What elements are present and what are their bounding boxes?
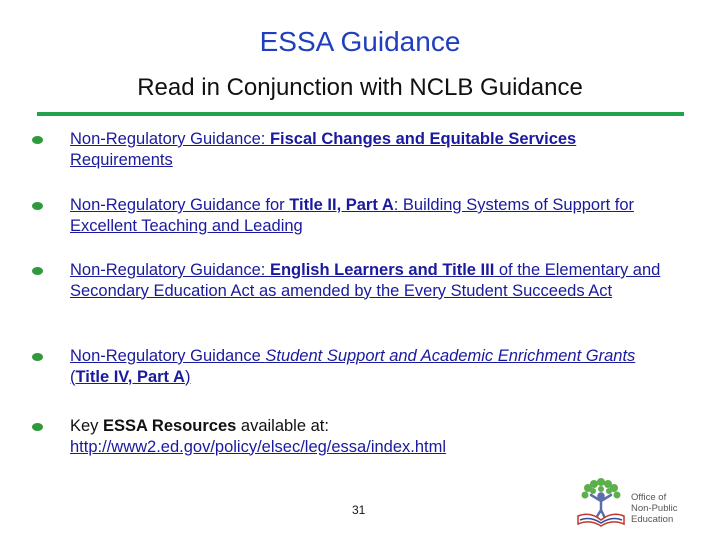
- list-item: [32, 195, 672, 236]
- link-text: Non-Regulatory Guidance:: [70, 130, 270, 148]
- logo-line: Office of: [631, 492, 667, 503]
- divider: [37, 112, 684, 116]
- item-text: available at:: [236, 417, 329, 435]
- slide-title: ESSA Guidance: [259, 26, 461, 57]
- page-number: 31: [352, 503, 366, 517]
- link-text: Requirements: [70, 150, 173, 169]
- link-text-italic: Student Support and Academic Enrichment Grants: [265, 347, 636, 365]
- link-text-bold: Title IV, Part A: [75, 367, 185, 386]
- link-text: Non-Regulatory Guidance for: [70, 196, 290, 214]
- logo-line: Non-Public: [631, 503, 678, 514]
- bullet-icon: [32, 353, 43, 361]
- bullet-icon: [32, 202, 43, 210]
- link-text: Non-Regulatory Guidance:: [70, 261, 270, 279]
- essa-resources-url-link[interactable]: http://www2.ed.gov/policy/elsec/leg/essa/index.html: [70, 437, 447, 456]
- bullet-icon: [32, 136, 43, 144]
- link-text: (: [70, 367, 76, 386]
- list-item: [32, 346, 672, 387]
- link-text: : Building Systems of Support for Excellent Teaching and Leading: [70, 196, 635, 235]
- list-item: [32, 129, 672, 170]
- slide-subtitle: Read in Conjunction with NCLB Guidance: [137, 74, 583, 101]
- english-learners-link[interactable]: [70, 261, 660, 300]
- title-ii-link[interactable]: [70, 196, 634, 235]
- link-text-bold: Title II, Part A: [289, 196, 394, 214]
- link-text: of the Elementary and Secondary Education Act as amended by the Every Student Succeeds Act: [70, 261, 661, 300]
- bullet-icon: [32, 423, 43, 431]
- link-text-bold: Fiscal Changes and Equitable Services: [269, 130, 577, 148]
- logo-text: [631, 492, 677, 525]
- fiscal-changes-link[interactable]: [70, 130, 576, 169]
- title-iv-link[interactable]: [70, 347, 635, 386]
- bullet-icon: [32, 267, 43, 275]
- list-item: [32, 260, 672, 301]
- logo-line: Education: [631, 514, 674, 525]
- item-text: Key: [70, 417, 104, 435]
- link-text: Non-Regulatory Guidance: [70, 347, 266, 365]
- list-item: [32, 416, 672, 457]
- link-text-bold: English Learners and Title III: [269, 261, 495, 279]
- link-text: ): [184, 367, 191, 386]
- item-text-bold: ESSA Resources: [103, 417, 237, 435]
